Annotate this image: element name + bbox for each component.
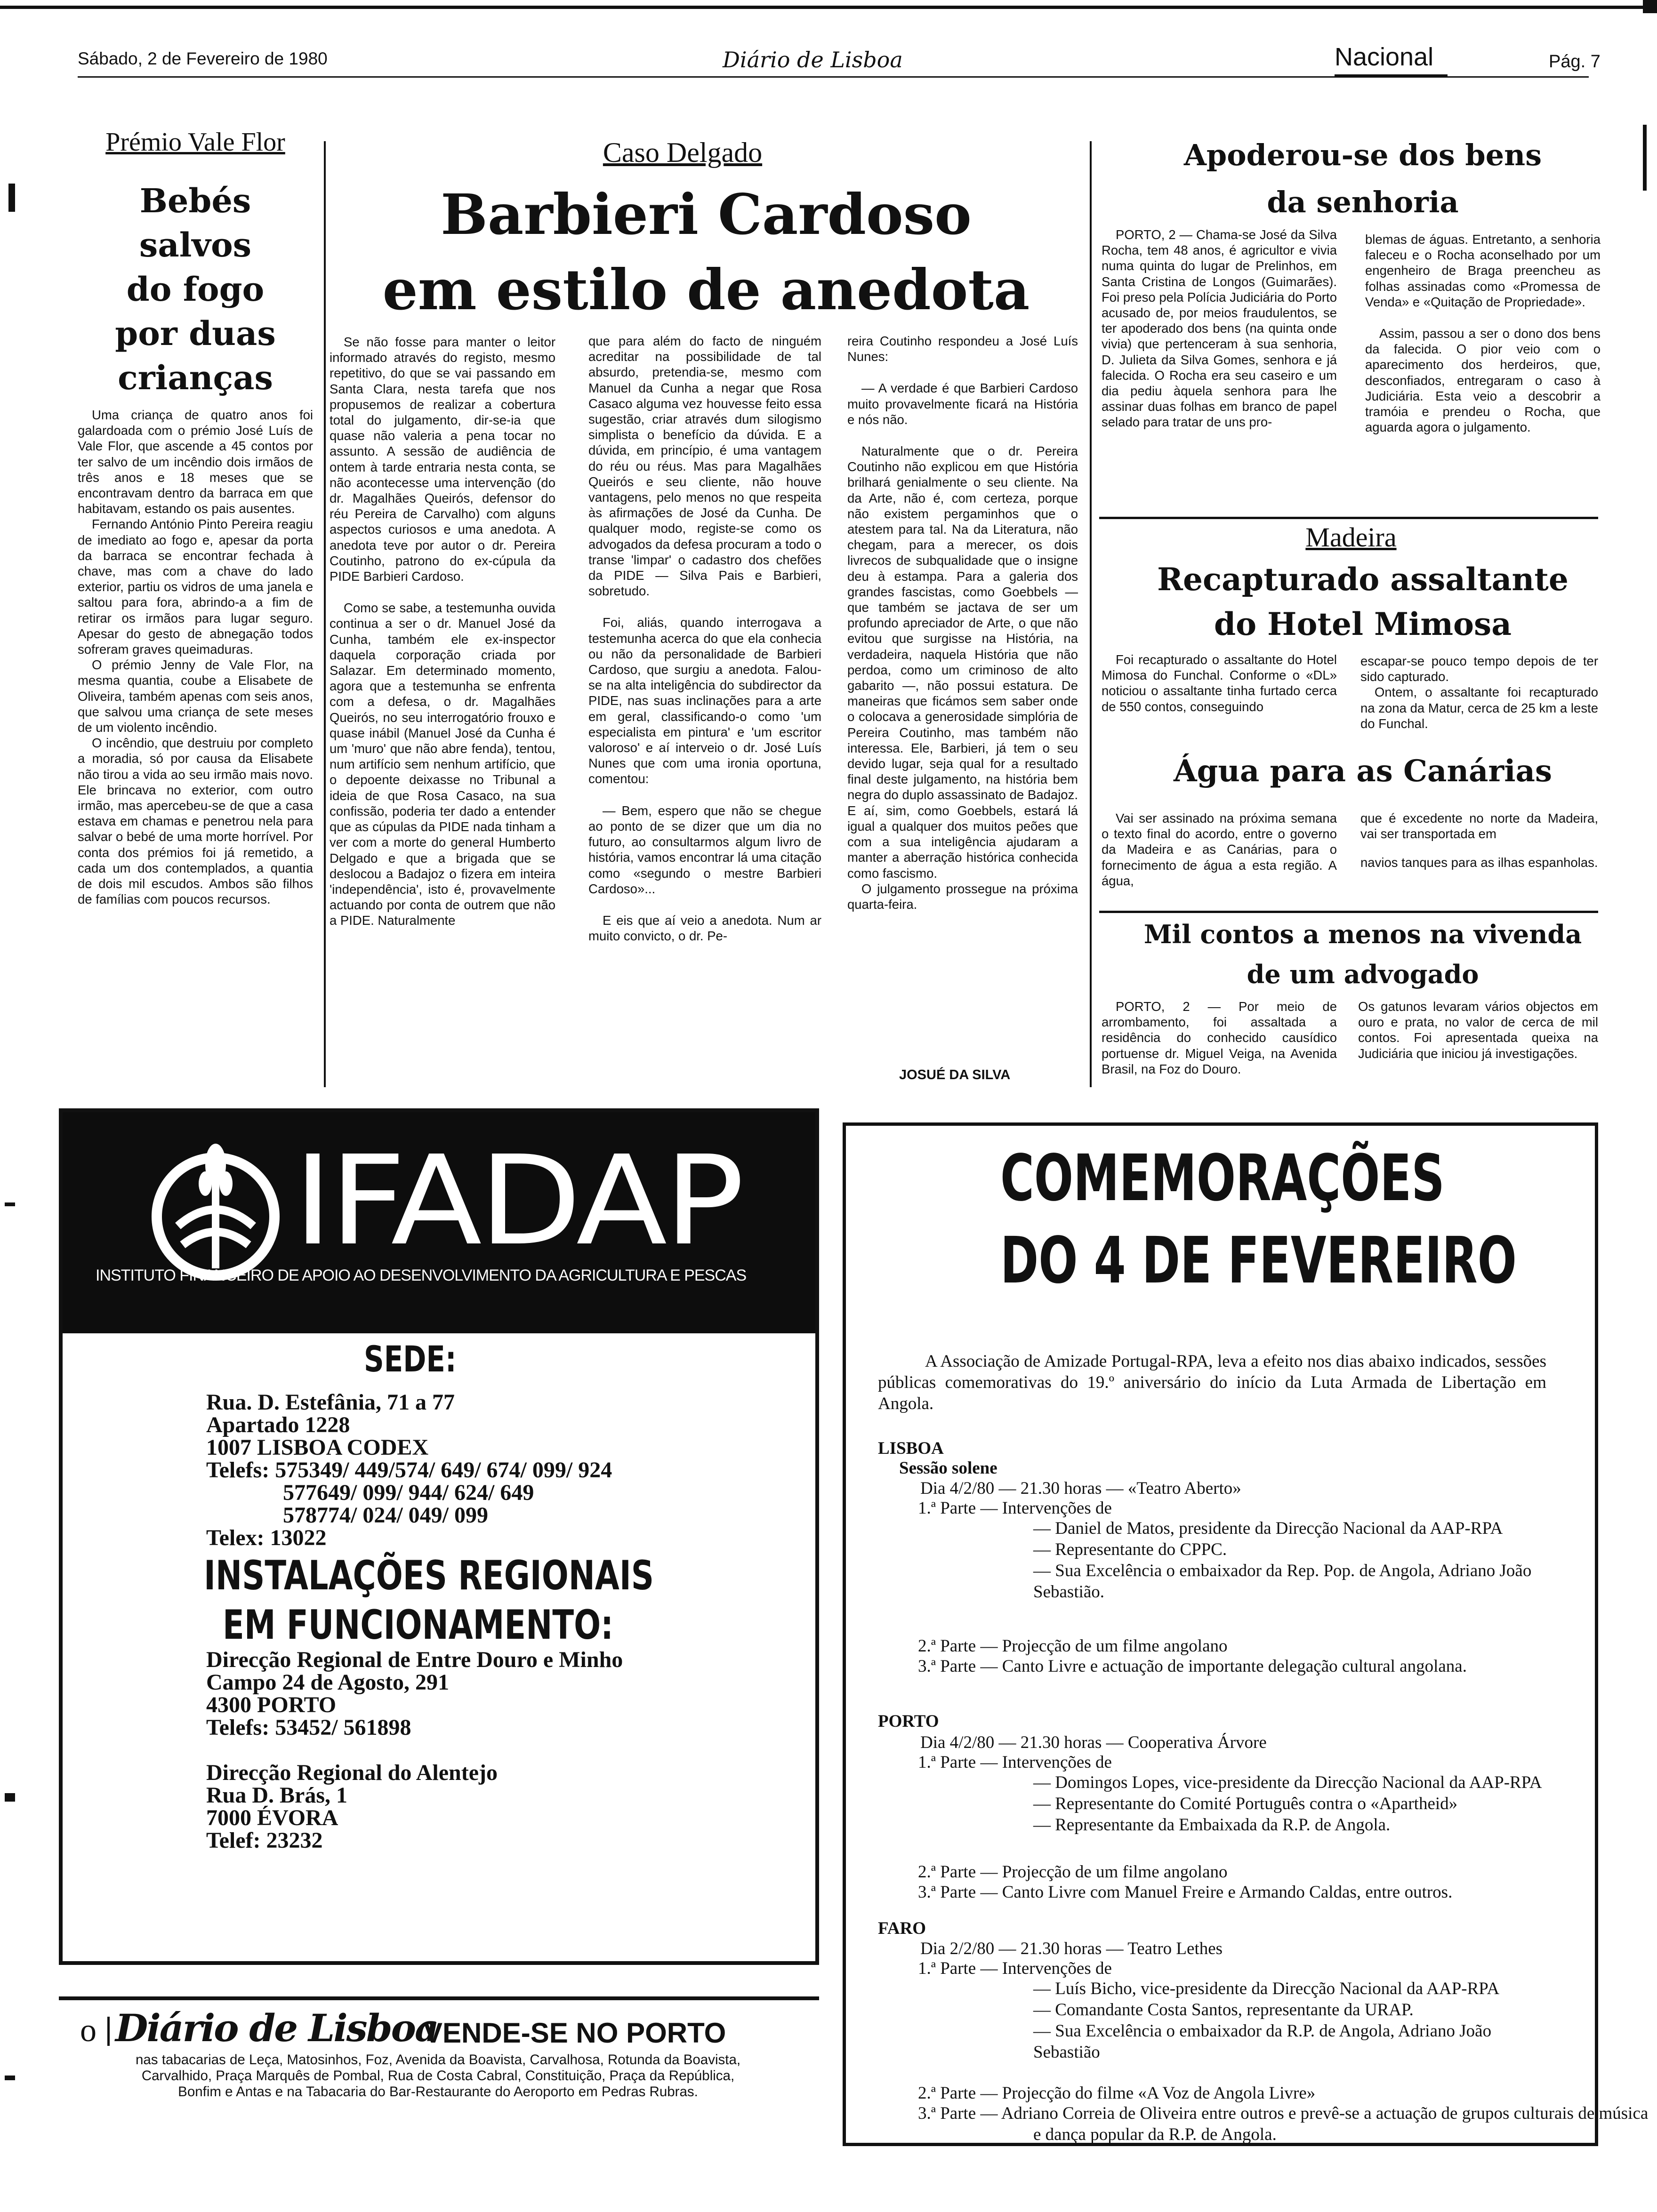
porto-when: Dia 4/2/80 — 21.30 horas — Cooperativa Árvore xyxy=(920,1733,1267,1752)
porto-part1: 1.ª Parte — Intervenções de xyxy=(918,1753,1112,1772)
comemoracoes-title-1: COMEMORAÇÕES xyxy=(1000,1141,1445,1216)
header-page-number: Pág. 7 xyxy=(1549,52,1601,72)
lisboa-sub: Sessão solene xyxy=(899,1459,997,1478)
bens-col1: PORTO, 2 — Chama-se José da Silva Rocha, tem 48 anos, é agricultor e vivia numa quinta do lugar de Prelinhos, em Santa Cristina de Longos (Guimarães). Foi preso pela Polícia Judiciária do Porto acusado de, por meios fraudulentos, se ter apoderado dos bens (na quinta onde vivia) que pertenceram à sua senhoria, D. Julieta da Silva Gomes, senhora e já falecida. O Rocha era seu caseiro e um dia pediu àquela senhora para lhe assinar duas folhas em branco de papel selado para tratar de uns pro- xyxy=(1102,227,1337,430)
porto-part2: 2.ª Parte — Projecção de um filme angolano xyxy=(918,1862,1228,1882)
column-rule xyxy=(1090,141,1092,1087)
lisboa-part1-items: — Daniel de Matos, presidente da Direcção Nacional da AAP-RPA — Representante do CPPC. — Sua Excelência o embaixador da Rep. Pop. de Angola, Adriano João Sebastião. xyxy=(1033,1519,1532,1602)
canarias-col2: que é excedente no norte da Madeira, vai ser transportada em navios tanques para as ilhas espanholas. xyxy=(1360,811,1598,870)
delgado-col2: que para além do facto de ninguém acreditar na possibilidade de tal absurdo, pretendia-se, mesmo com Manuel da Cunha a negar que Rosa Casaco alguma vez houvesse feito essa sugestão, criar através dum silogismo simplista o benefício da dúvida. E a dúvida, em princípio, é uma vantagem do réu ou réus. Mas para Magalhães Queirós e seu cliente, não houve vantagens, pelo menos no que respeita às afirmações de José da Cunha. De qualquer modo, registe-se como os advogados da defesa procuram a todo o transe 'limpar' o cadastro dos chefões da PIDE — Silva Pais e Barbieri, sobretudo. Foi, aliás, quando interrogava a testemunha acerca do que ela conhecia ou não da personalidade de Barbieri Cardoso, que surgiu a anedota. Falou-se na alta inteligência do subdirector da PIDE, nas suas inclinações para a arte em geral, classificando-o como 'um especialista em pintura' e 'um escritor valoroso' e aí interveio o dr. José Luís Nunes que com uma ironia oportuna, comentou: — Bem, espero que não se chegue ao ponto de se dizer que um dia no futuro, ao consultarmos algum livro de história, vamos encontrar lá uma citação como «segundo o mestre Barbieri Cardoso»... E eis que aí veio a anedota. Num ar muito convicto, o dr. Pe- xyxy=(588,334,821,944)
delgado-kicker: Caso Delgado xyxy=(603,137,763,168)
ifadap-regional-title-1: INSTALAÇÕES REGIONAIS xyxy=(204,1552,654,1599)
vale-flor-headline: Bebés salvos do fogo por duas crianças xyxy=(115,181,276,397)
comemoracoes-intro: A Associação de Amizade Portugal-RPA, leva a efeito nos dias abaixo indicados, sessões públicas comemorativas do 19.º aniversário do início da Luta Armada de Libertação em Angola. xyxy=(878,1352,1546,1413)
lisboa-part2: 2.ª Parte — Projecção de um filme angolano xyxy=(918,1636,1228,1656)
vale-flor-body: Uma criança de quatro anos foi galardoada com o prémio José Luís de Vale Flor, que ascende a 45 contos por ter salvo de um incêndio dois irmãos de três anos e 18 meses que se encontravam dentro da barraca em que habitavam, estando os pais ausentes. Fernando António Pinto Pereira reagiu de imediato ao fogo e, apesar da porta da barraca se encontrar fechada à chave, mas com a chave do lado exterior, partiu os vidros de uma janela e saltou para fora, abrindo-a a fim de retirar os irmãos para lugar seguro. Apesar do gesto de abnegação todos sofreram graves queimaduras. O prémio Jenny de Vale Flor, na mesma quantia, coube a Elisabete de Oliveira, também apenas com seis anos, que salvou uma criança de sete meses de um violento incêndio. O incêndio, que destruiu por completo a moradia, só por causa da Elisabete não tirou a vida ao seu irmão mais novo. Ele brincava no exterior, com outro irmão, mas apercebeu-se de que a casa estava em chamas e penetrou nela para salvar o bebé de uma morte horrível. Por conta dos prémios foi já remetido, a cada um dos contemplados, a quantia de dois mil escudos. Ambos são filhos de famílias com poucos recursos. xyxy=(78,408,313,907)
lisboa-when: Dia 4/2/80 — 21.30 horas — «Teatro Aberto» xyxy=(920,1479,1241,1498)
comemoracoes-title-2: DO 4 DE FEVEREIRO xyxy=(1000,1224,1517,1298)
madeira-kicker: Madeira xyxy=(1305,522,1397,553)
bens-col2: blemas de águas. Entretanto, a senhoria faleceu e o Rocha aconselhado por um engenheiro de Braga preencheu as folhas assinadas como «Promessa de Venda» e «Quitação de Propriedade». Assim, passou a ser o dono dos bens da falecida. O pior veio com o aparecimento dos herdeiros, que, desconfiados, entregaram o caso à Judiciária. Esta veio a descobrir a tramóia e prendeu o Rocha, que aguarda agora o julgamento. xyxy=(1365,232,1601,435)
vivenda-headline-1: Mil contos a menos na vivenda xyxy=(1143,919,1582,949)
faro-when: Dia 2/2/80 — 21.30 horas — Teatro Lethes xyxy=(920,1939,1223,1958)
delgado-col1: Se não fosse para manter o leitor informado através do registo, mesmo repetitivo, do que se vai passando em Santa Clara, nesta tarefa que nos propusemos de realizar a cobertura total do julgamento, dir-se-ia que quase não valeria a pena tocar no assunto. A sessão de audiência de ontem à tarde entraria nesta conta, se não acontecesse uma intervenção (do dr. Magalhães Queirós, defensor do réu Pereira de Carvalho) com alguns aspectos curiosos e uma anedota. A anedota teve por autor o dr. Pereira Coutinho, patrono do ex-cúpula da PIDE Barbieri Cardoso. Como se sabe, a testemunha ouvida continua a ser o dr. Manuel José da Cunha, também ele ex-inspector daquela corporação criada por Salazar. Em determinado momento, agora que a testemunha se enfrenta com a defesa, o dr. Magalhães Queirós, no seu interrogatório frouxo e quase inábil (Manuel José da Cunha é um 'muro' que não abre fenda), tentou, num artifício sem nenhum artifício, que o depoente deixasse no Tribunal a ideia de que Rosa Casaco, na sua confissão, poderia ter dado a entender que as cúpulas da PIDE nada tinham a ver com a morte do general Humberto Delgado e que a brigada que se deslocou a Badajoz o fizera em inteira 'independência', isto é, provavelmente actuando por conta de outrem que não a PIDE. Naturalmente xyxy=(330,335,555,928)
delgado-col3: reira Coutinho respondeu a José Luís Nunes: — A verdade é que Barbieri Cardoso muito provavelmente ficará na História e nós não. Naturalmente que o dr. Pereira Coutinho não explicou em que História brilhará genialmente o seu cliente. Na da Arte, não é, com certeza, porque não existem pergaminhos que o atestem para tal. Na da Literatura, não chegam, para a merecer, os dois livrecos de subqualidade que o insigne deu à estampa. Para a galeria dos grandes fascistas, como Goebbels — que também se jactava de ser um profundo apreciador de Arte, o que não evitou que surgisse na História, na verdadeira, naquela História que não perdoa, como um criminoso de alto gabarito —, não possui estatura. De maneiras que ficámos sem saber onde o colocava a generosidade simplória de Pereira Coutinho, mas também não interessa. Ele, Barbieri, já tem o seu devido lugar, seja qual for a resultado final deste julgamento, na história bem negra do duplo assassinato de Badajoz. E aí, sim, como Goebbels, estará lá igual a qualquer dos muitos peões que com a sua inteligência ajudaram a manter a aberração histórica conhecida como fascismo. O julgamento prossegue na próxima quarta-feira. xyxy=(847,334,1078,912)
bens-headline-1: Apoderou-se dos bens xyxy=(1183,138,1542,172)
margin-mark xyxy=(8,184,15,212)
ifadap-ad xyxy=(59,1108,819,1965)
ifadap-porto-address: Direcção Regional de Entre Douro e Minho Campo 24 de Agosto, 291 4300 PORTO Telefs: 53452/ 561898 xyxy=(206,1647,623,1740)
vivenda-col1: PORTO, 2 — Por meio de arrombamento, foi assaltada a residência do conhecido causídico portuense dr. Miguel Veiga, na Avenida Brasil, na Foz do Douro. xyxy=(1102,999,1337,1076)
madeira-headline-2: do Hotel Mimosa xyxy=(1214,606,1512,642)
header-section: Nacional xyxy=(1335,43,1434,71)
madeira-col2: escapar-se pouco tempo depois de ter sido capturado. Ontem, o assaltante foi recapturado na zona da Matur, cerca de 25 km a leste do Funchal. xyxy=(1360,654,1598,731)
faro-part1-items: — Luís Bicho, vice-presidente da Direcção Nacional da AAP-RPA — Comandante Costa Santos, representante da URAP. — Sua Excelência o embaixador da R.P. de Angola, Adriano João Sebastião xyxy=(1033,1979,1500,2062)
margin-mark xyxy=(5,1793,15,1802)
ifadap-sede-address: Rua. D. Estefânia, 71 a 77 Apartado 1228 1007 LISBOA CODEX Telefs: 575349/ 449/574/ 649/ 674/ 099/ 924 577649/ 099/ 944/ 624/ 649 578774/ 024/ 049/ 099 Telex: 13022 xyxy=(206,1390,612,1550)
ifadap-evora-address: Direcção Regional do Alentejo Rua D. Brás, 1 7000 ÉVORA Telef: 23232 xyxy=(206,1760,498,1853)
faro-part3: 3.ª Parte — Adriano Correia de Oliveira entre outros e prevê-se a actuação de grupos culturais de música e dança popular da R.P. de Angola. xyxy=(918,2104,1649,2144)
lisboa-part1: 1.ª Parte — Intervenções de xyxy=(918,1499,1112,1518)
vende-title: VENDE-SE NO PORTO xyxy=(424,2017,726,2049)
lisboa-part3: 3.ª Parte — Canto Livre e actuação de importante delegação cultural angolana. xyxy=(918,1657,1467,1676)
margin-mark xyxy=(5,2076,15,2080)
lisboa-city: LISBOA xyxy=(878,1439,944,1458)
header-rule xyxy=(78,76,1589,78)
canarias-col1: Vai ser assinado na próxima semana o texto final do acordo, entre o governo da Madeira e as Canárias, para o fornecimento de água a esta região. A água, xyxy=(1102,811,1337,888)
ifadap-subtitle: INSTITUTO FINANCEIRO DE APOIO AO DESENVOLVIMENTO DA AGRICULTURA E PESCAS xyxy=(96,1266,747,1284)
faro-part1: 1.ª Parte — Intervenções de xyxy=(918,1959,1112,1978)
delgado-headline-2: em estilo de anedota xyxy=(382,257,1030,322)
delgado-headline-1: Barbieri Cardoso xyxy=(441,182,972,247)
madeira-headline-1: Recapturado assaltante xyxy=(1157,561,1569,598)
canarias-headline: Água para as Canárias xyxy=(1173,753,1552,789)
ifadap-sede-title: SEDE: xyxy=(364,1338,457,1380)
section-rule xyxy=(1099,911,1598,913)
porto-city: PORTO xyxy=(878,1712,939,1731)
delgado-byline: JOSUÉ DA SILVA xyxy=(899,1067,1011,1082)
header-date: Sábado, 2 de Fevereiro de 1980 xyxy=(78,49,328,68)
column-rule xyxy=(324,141,326,1087)
vende-divider xyxy=(107,2017,110,2046)
ifadap-regional-title-2: EM FUNCIONAMENTO: xyxy=(223,1602,613,1649)
faro-city: FARO xyxy=(878,1919,926,1938)
vende-list: nas tabacarias de Leça, Matosinhos, Foz, Avenida da Boavista, Carvalhosa, Rotunda da Boavista, Carvalhido, Praça Marquês de Pombal, Rua de Costa Cabral, Constituição, Praça da República, Bonfim e Antas e na Tabacaria do Bar-Restaurante do Aeroporto em Pedras Rubras. xyxy=(135,2052,741,2100)
vale-flor-kicker: Prémio Vale Flor xyxy=(105,128,285,157)
porto-part1-items: — Domingos Lopes, vice-presidente da Direcção Nacional da AAP-RPA — Representante do Comité Português contra o «Apartheid» — Representante da Embaixada da R.P. de Angola. xyxy=(1033,1773,1542,1835)
vende-masthead: Diário de Lisboa xyxy=(115,2006,438,2050)
section-rule xyxy=(1099,517,1598,519)
ifadap-logo: IFADAP xyxy=(293,1129,742,1273)
top-border xyxy=(0,6,1657,9)
faro-part2: 2.ª Parte — Projecção do filme «A Voz de Angola Livre» xyxy=(918,2084,1316,2103)
porto-part3: 3.ª Parte — Canto Livre com Manuel Freire e Armando Caldas, entre outros. xyxy=(918,1883,1453,1902)
vivenda-col2: Os gatunos levaram vários objectos em ouro e prata, no valor de cerca de mil contos. Foi apresentada queixa na Judiciária que iniciou já investigações. xyxy=(1358,999,1598,1061)
bens-headline-2: da senhoria xyxy=(1267,185,1459,219)
header-masthead: Diário de Lisboa xyxy=(723,47,903,72)
vende-prefix: o xyxy=(80,2012,97,2049)
margin-mark xyxy=(5,1202,15,1206)
vende-rule xyxy=(59,1996,819,2000)
margin-mark xyxy=(1643,125,1647,191)
vivenda-headline-2: de um advogado xyxy=(1247,959,1479,989)
madeira-col1: Foi recapturado o assaltante do Hotel Mimosa do Funchal. Conforme o «DL» noticiou o assaltante tinha furtado cerca de 550 contos, conseguindo xyxy=(1102,652,1337,714)
corner-mark xyxy=(1643,0,1657,13)
